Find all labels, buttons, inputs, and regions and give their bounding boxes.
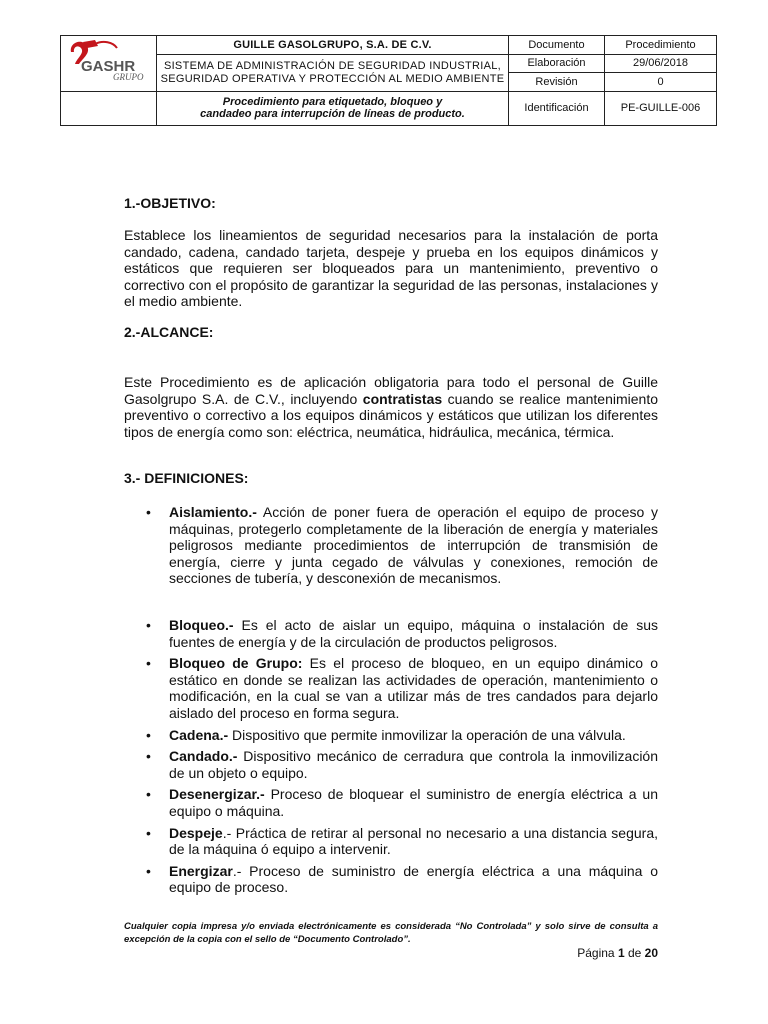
section-title-definiciones: 3.- DEFINICIONES: <box>124 470 249 486</box>
definition-text: .- Práctica de retirar al personal no necesario a una distancia segura, de la máquina ó equipo a intervenir. <box>169 824 658 858</box>
definition-text: Acción de poner fuera de operación el equipo de proceso y máquinas, protegerlo completamente de la liberación de energía y materiales peligrosos mediante procedimientos de interrupción de transmisión de energía, cierre y junta cegado de válvulas y conexiones, remoción de secciones de tubería, y desconexión de mecanismos. <box>169 504 658 587</box>
elaboracion-value: 29/06/2018 <box>605 55 717 73</box>
definition-item-bloqueo-de-grupo <box>124 655 658 721</box>
definition-text: Es el proceso de bloqueo, en un equipo dinámico o estático en donde se realizan las actividades de operación, mantenimiento o modificación, en la cual se van a utilizar más de tres candados para dejarlo aislado del proceso en forma segura. <box>169 655 658 721</box>
alcance-text-end: cuando se realice mantenimiento preventivo o correctivo a los equipos dinámicos y estáticos que utilizan los diferentes tipos de energía como son: eléctrica, neumática, hidráulica, mecánica, térmica. <box>124 390 659 440</box>
footer-disclaimer: Cualquier copia impresa y/o enviada electrónicamente es considerada “No Controlada” y solo sirve de consulta a excepción de la copia con el sello de “Documento Controlado”. <box>124 921 658 945</box>
alcance-paragraph <box>124 374 658 440</box>
definition-text: Es el acto de aislar un equipo, máquina o instalación de sus fuentes de energía y de la circulación de productos peligrosos. <box>169 616 658 650</box>
definition-term: Energizar <box>169 862 233 879</box>
page-number <box>577 946 658 960</box>
system-line-1: SISTEMA DE ADMINISTRACIÓN DE SEGURIDAD INDUSTRIAL, <box>163 60 502 73</box>
definition-term: Bloqueo de Grupo: <box>169 655 303 672</box>
identificacion-label: Identificación <box>509 91 605 125</box>
document-header-table <box>60 35 717 126</box>
system-name <box>157 55 509 91</box>
page-label: Página <box>577 946 618 960</box>
company-name: GUILLE GASOLGRUPO, S.A. DE C.V. <box>157 36 509 55</box>
definition-term: Desenergizar.- <box>169 786 265 803</box>
definition-item-cadena <box>124 727 658 744</box>
elaboracion-label: Elaboración <box>509 55 605 73</box>
definition-term: Cadena.- <box>169 726 229 743</box>
definitions-list <box>124 504 658 896</box>
definition-text: .- Proceso de suministro de energía eléctrica a una máquina o equipo de proceso. <box>169 862 658 896</box>
procedure-title-line-1: Procedimiento para etiquetado, bloqueo y <box>222 95 443 108</box>
section-title-alcance: 2.-ALCANCE: <box>124 324 214 340</box>
logo-blank-cell <box>61 91 157 125</box>
svg-text:GASHR: GASHR <box>81 58 136 75</box>
revision-label: Revisión <box>509 73 605 91</box>
definition-item-despeje <box>124 825 658 858</box>
system-line-2: SEGURIDAD OPERATIVA Y PROTECCIÓN AL MEDIO AMBIENTE <box>160 72 505 85</box>
gashr-logo <box>65 38 153 82</box>
definition-term: Bloqueo.- <box>169 616 234 633</box>
section-title-objetivo: 1.-OBJETIVO: <box>124 195 216 211</box>
procedure-title <box>157 91 509 125</box>
definition-text: Proceso de bloquear el suministro de energía eléctrica a un equipo o máquina. <box>169 786 658 819</box>
alcance-bold-term: contratistas <box>362 390 443 407</box>
definition-item-desenergizar <box>124 786 658 819</box>
identificacion-value: PE-GUILLE-006 <box>605 91 717 125</box>
definition-item-bloqueo <box>124 617 658 650</box>
logo-cell <box>61 36 157 92</box>
definition-term: Aislamiento.- <box>169 504 257 520</box>
page-of: de <box>624 946 645 960</box>
objetivo-paragraph: Establece los lineamientos de seguridad necesarios para la instalación de porta candado, cadena, candado tarjeta, despeje y prueba en los equipos dinámicos y estáticos que requieren ser bloqueados para un mantenimiento, preventivo o correctivo con el propósito de garantizar la seguridad de las personas, instalaciones y el medio ambiente. <box>124 227 658 310</box>
definition-item-energizar <box>124 863 658 896</box>
definition-item-aislamiento <box>124 504 658 587</box>
documento-value: Procedimiento <box>605 36 717 55</box>
page-current: 1 <box>617 946 625 960</box>
procedure-title-line-2: candadeo para interrupción de líneas de producto. <box>200 108 465 121</box>
alcance-text-start: Este Procedimiento es de aplicación obligatoria para todo el personal de Guille Gasolgrupo S.A. de C.V., incluyendo <box>124 374 658 407</box>
definition-term: Candado.- <box>169 748 238 765</box>
page-total: 20 <box>644 946 658 960</box>
definition-text: Dispositivo que permite inmovilizar la operación de una válvula. <box>228 726 626 743</box>
revision-value: 0 <box>605 73 717 91</box>
definition-term: Despeje <box>169 824 223 841</box>
svg-text:GRUPO: GRUPO <box>113 72 144 82</box>
definition-text: Dispositivo mecánico de cerradura que controla la inmovilización de un objeto o equipo. <box>169 748 658 781</box>
definition-item-candado <box>124 748 658 781</box>
documento-label: Documento <box>509 36 605 55</box>
